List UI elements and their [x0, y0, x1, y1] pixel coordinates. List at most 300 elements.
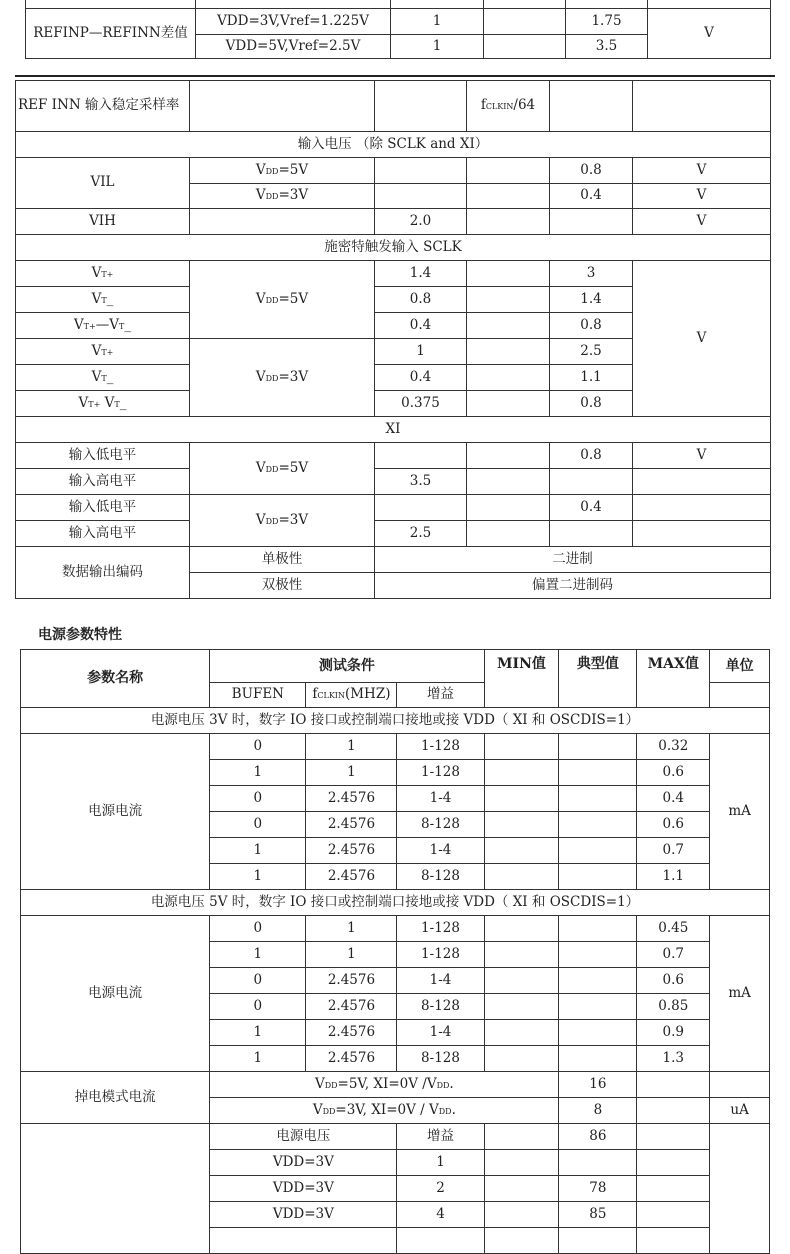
table-cell: 0 — [210, 734, 306, 760]
table-cell: 单位 — [710, 650, 770, 683]
table-cell: 2 — [397, 1176, 484, 1202]
table-cell: 1 — [210, 864, 306, 890]
cell-text: /64 — [513, 97, 536, 114]
table-cell: V — [633, 209, 771, 235]
table-cell — [467, 287, 550, 313]
table-cell — [710, 1072, 770, 1098]
table-cell: 输入电压 （除 SCLK and XI） — [16, 132, 771, 158]
table-cell: 1-4 — [397, 786, 484, 812]
ref-inn-name: REF INN 输入稳定采样率 — [16, 81, 190, 132]
table-cell — [559, 864, 637, 890]
table-cell: 电源电压 5V 时，数字 IO 接口或控制端口接地或接 VDD（ XI 和 OSCDIS=1） — [21, 890, 770, 916]
table-cell — [559, 916, 637, 942]
cell-text: DD — [436, 1080, 450, 1090]
table-cell: VIL — [16, 158, 190, 209]
cell-text: (MHZ) — [344, 686, 391, 703]
table-cell: 1 — [306, 760, 397, 786]
table-cell — [559, 1046, 637, 1072]
table-cell: 16 — [559, 1072, 637, 1098]
table-cell: VDD=3V — [210, 1176, 397, 1202]
section-row — [16, 235, 771, 261]
table-cell — [559, 1020, 637, 1046]
table-row — [16, 209, 771, 235]
cell-text: V — [100, 394, 115, 411]
cell-text: DD — [265, 464, 279, 474]
cell-text: V — [73, 316, 84, 333]
table-row — [26, 0, 771, 9]
table-cell — [306, 683, 397, 708]
table-cell — [484, 968, 559, 994]
table-cell — [484, 916, 559, 942]
cell-text: =3V — [278, 368, 309, 385]
table-cell: 0.8 — [375, 287, 467, 313]
table-cell: 偏置二进制码 — [375, 573, 771, 599]
table-cell: 0.4 — [637, 786, 710, 812]
cell-text: V — [91, 264, 102, 281]
cell-text: _ — [119, 394, 127, 411]
table-cell — [559, 1228, 637, 1254]
table-cell: 1 — [391, 35, 484, 59]
table-cell — [16, 365, 190, 391]
cell-text: T+ — [101, 347, 114, 357]
table-cell: 0 — [210, 812, 306, 838]
table-cell — [190, 495, 375, 547]
cell-text: =5V — [278, 290, 309, 307]
table-cell — [375, 443, 467, 469]
cell-text: T+ — [83, 321, 96, 331]
table-cell: 1-4 — [397, 1020, 484, 1046]
table-cell: VDD=3V — [210, 1150, 397, 1176]
section-row — [16, 417, 771, 443]
table-cell: 数据输出编码 — [16, 547, 190, 599]
table-row — [16, 443, 771, 469]
table-cell: 1.4 — [375, 261, 467, 287]
table-cell — [190, 81, 375, 132]
cell-text: =5V — [278, 459, 309, 476]
table-cell: VDD=3V,Vref=1.225V — [196, 9, 391, 35]
table-cell: 1 — [210, 1020, 306, 1046]
table-row — [16, 261, 771, 287]
section-row — [16, 132, 771, 158]
table-cell — [559, 786, 637, 812]
cell-text: DD — [265, 192, 279, 202]
table-cell — [637, 1124, 710, 1150]
cell-text: V — [255, 459, 266, 476]
table-cell: V — [633, 184, 771, 209]
table-cell — [21, 1124, 210, 1254]
table-cell — [467, 469, 550, 495]
cell-text: T+ — [101, 269, 114, 279]
table-row — [21, 1072, 770, 1098]
table-cell — [16, 287, 190, 313]
table-cell: 测试条件 — [210, 650, 484, 683]
table-cell: 85 — [559, 1202, 637, 1228]
cell-text: =5V — [278, 161, 309, 178]
cell-text: V — [91, 342, 102, 359]
table-row — [16, 158, 771, 184]
cell-text: V — [255, 368, 266, 385]
table-cell: mA — [710, 734, 770, 890]
cell-text: V — [255, 187, 266, 204]
table-cell — [484, 838, 559, 864]
table-cell — [484, 1202, 559, 1228]
table-cell: VDD=5V,Vref=2.5V — [196, 35, 391, 59]
table-cell: 2.5 — [375, 521, 467, 547]
section-row — [21, 890, 770, 916]
table-cell — [633, 469, 771, 495]
table-cell: 1-128 — [397, 942, 484, 968]
table-cell — [559, 812, 637, 838]
table-cell: 2.5 — [550, 339, 633, 365]
table-cell: 8-128 — [397, 994, 484, 1020]
cell-text: DD — [265, 373, 279, 383]
table-cell — [484, 35, 566, 59]
table-cell — [16, 339, 190, 365]
table-cell: 86 — [559, 1124, 637, 1150]
table-cell — [710, 683, 770, 708]
table-cell — [375, 81, 467, 132]
table-cell — [484, 1228, 559, 1254]
table-cell: 78 — [559, 1176, 637, 1202]
table-cell: 施密特触发输入 SCLK — [16, 235, 771, 261]
ref-inn-typ — [467, 81, 550, 132]
table-cell — [190, 184, 375, 209]
table-cell — [484, 812, 559, 838]
cell-text: f — [312, 686, 318, 703]
table-cell: 电源电流 — [21, 734, 210, 890]
table-cell: 0.8 — [550, 443, 633, 469]
table-cell: 0 — [210, 994, 306, 1020]
table-cell — [637, 1150, 710, 1176]
table-cell: 1 — [391, 9, 484, 35]
cell-text: T — [101, 373, 107, 383]
divider — [15, 75, 775, 77]
table-row — [16, 547, 771, 573]
table-cell: 0.9 — [637, 1020, 710, 1046]
cell-text: T — [114, 399, 120, 409]
cell-text: DD — [322, 1106, 336, 1116]
cell-text: V — [78, 394, 89, 411]
table-cell: 0.7 — [637, 942, 710, 968]
table-cell: 8-128 — [397, 812, 484, 838]
cell-text: _ — [124, 316, 132, 333]
table-cell: 输入低电平 — [16, 495, 190, 521]
cell-text: DD — [265, 295, 279, 305]
table-cell: 2.0 — [375, 209, 467, 235]
unit-cell: V — [648, 9, 771, 59]
table-cell: uA — [710, 1098, 770, 1124]
table-cell: 1.3 — [637, 1046, 710, 1072]
table-row — [16, 469, 771, 495]
table-cell: 2.4576 — [306, 864, 397, 890]
table-cell: 1-4 — [397, 968, 484, 994]
table-cell: 0 — [210, 968, 306, 994]
table-cell — [559, 734, 637, 760]
table-cell: 0.6 — [637, 760, 710, 786]
cell-text: =3V, XI=0V / V — [335, 1101, 439, 1118]
table-cell — [484, 760, 559, 786]
cell-text: . — [451, 1101, 456, 1118]
cell-text: T — [118, 321, 125, 331]
table-cell — [550, 521, 633, 547]
table-cell — [190, 261, 375, 339]
table-cell: 1 — [306, 734, 397, 760]
table-cell — [648, 0, 771, 9]
table-cell: 1 — [306, 942, 397, 968]
table-cell: 电源电压 3V 时，数字 IO 接口或控制端口接地或接 VDD（ XI 和 OSCDIS=1） — [21, 708, 770, 734]
table-cell — [467, 209, 550, 235]
table-cell — [196, 0, 391, 9]
table-cell — [375, 495, 467, 521]
table-cell: V — [633, 158, 771, 184]
table-cell — [566, 0, 648, 9]
table-cell: 2.4576 — [306, 994, 397, 1020]
table-cell — [633, 495, 771, 521]
header-row — [21, 650, 770, 683]
cell-text: _ — [106, 368, 114, 385]
table-cell: 单极性 — [190, 547, 375, 573]
table-cell: VDD=3V — [210, 1202, 397, 1228]
table-cell — [397, 1228, 484, 1254]
table-cell — [210, 1228, 397, 1254]
table-cell — [633, 521, 771, 547]
table-cell: 0.375 — [375, 391, 467, 417]
table-cell: 3 — [550, 261, 633, 287]
table-cell — [16, 313, 190, 339]
cell-text: V — [312, 1101, 323, 1118]
table-cell — [710, 1124, 770, 1254]
table-cell: 电源电压 — [210, 1124, 397, 1150]
table-cell: 0.6 — [637, 968, 710, 994]
table-cell: 2.4576 — [306, 812, 397, 838]
table-cell: VIH — [16, 209, 190, 235]
table-cell — [467, 339, 550, 365]
table-cell — [467, 521, 550, 547]
table-cell — [484, 1150, 559, 1176]
table-cell — [559, 942, 637, 968]
table-cell — [210, 1098, 559, 1124]
cell-text: =3V — [278, 187, 309, 204]
table-cell: mA — [710, 916, 770, 1072]
table-cell — [467, 443, 550, 469]
table-cell: 2.4576 — [306, 968, 397, 994]
table-cell: 参数名称 — [21, 650, 210, 708]
cell-text: CLKIN — [485, 102, 514, 112]
table-cell: V — [633, 261, 771, 417]
table-cell: 2.4576 — [306, 1020, 397, 1046]
table-cell: BUFEN — [210, 683, 306, 708]
cell-text: —V — [95, 316, 119, 333]
table-cell — [190, 443, 375, 495]
cell-text: V — [255, 290, 266, 307]
cell-text: V — [91, 368, 102, 385]
table-cell: 3.5 — [566, 35, 648, 59]
table-cell — [467, 261, 550, 287]
table-cell: 1 — [306, 916, 397, 942]
table-cell: 0.32 — [637, 734, 710, 760]
table-cell — [375, 184, 467, 209]
table-cell: 1 — [210, 1046, 306, 1072]
table-cell: 1-128 — [397, 916, 484, 942]
power-table — [20, 649, 770, 1254]
table-cell: 4 — [397, 1202, 484, 1228]
table-cell — [559, 760, 637, 786]
cell-text: =3V — [278, 511, 309, 528]
section-title: 电源参数特性 — [38, 627, 122, 643]
table-cell: 1.1 — [550, 365, 633, 391]
cell-text: V — [255, 511, 266, 528]
table-cell: 1 — [210, 760, 306, 786]
table-cell: 0.45 — [637, 916, 710, 942]
table-cell — [484, 1020, 559, 1046]
table-cell: 1.4 — [550, 287, 633, 313]
section-row — [21, 708, 770, 734]
table-cell — [550, 81, 633, 132]
table-cell — [190, 339, 375, 417]
table-cell: 0.6 — [637, 812, 710, 838]
table-cell: 1.75 — [566, 9, 648, 35]
table-cell: 0.85 — [637, 994, 710, 1020]
table-cell: 8-128 — [397, 864, 484, 890]
table-cell — [637, 1228, 710, 1254]
table-cell: 2.4576 — [306, 786, 397, 812]
top-table — [25, 0, 771, 59]
table-row — [26, 9, 771, 35]
table-cell: 输入高电平 — [16, 469, 190, 495]
table-cell — [633, 81, 771, 132]
cell-text: T+ — [88, 399, 101, 409]
table-cell: 1-128 — [397, 760, 484, 786]
table-cell: 增益 — [397, 1124, 484, 1150]
table-cell — [16, 391, 190, 417]
param-cell: REFINP—REFINN差值 — [26, 9, 196, 59]
table-cell: 0.4 — [375, 365, 467, 391]
table-cell: 典型值 — [559, 650, 637, 708]
table-cell: 0.8 — [550, 158, 633, 184]
table-cell — [637, 1202, 710, 1228]
table-cell: XI — [16, 417, 771, 443]
table-cell — [559, 838, 637, 864]
table-cell — [26, 0, 196, 9]
table-cell: 输入高电平 — [16, 521, 190, 547]
table-cell: 二进制 — [375, 547, 771, 573]
table-cell: 0.4 — [375, 313, 467, 339]
table-cell: 1 — [210, 942, 306, 968]
table-cell — [637, 1072, 710, 1098]
table-cell: 掉电模式电流 — [21, 1072, 210, 1124]
table-cell — [637, 1176, 710, 1202]
cut-header — [484, 0, 566, 9]
table-cell — [391, 0, 484, 9]
cell-text: DD — [324, 1080, 338, 1090]
table-cell — [190, 158, 375, 184]
cell-text: V — [255, 161, 266, 178]
table-cell: 双极性 — [190, 573, 375, 599]
table-cell: V — [633, 443, 771, 469]
cell-text: CLKIN — [317, 691, 345, 701]
table-cell: 电源电流 — [21, 916, 210, 1072]
table-cell — [550, 209, 633, 235]
cell-text: V — [314, 1075, 325, 1092]
cell-text: DD — [265, 166, 279, 176]
cell-text: f — [480, 97, 486, 114]
table-cell — [467, 391, 550, 417]
table-cell: 1-128 — [397, 734, 484, 760]
cell-text: T — [101, 295, 107, 305]
cell-text: V — [91, 290, 102, 307]
table-cell — [484, 1176, 559, 1202]
cell-text: DD — [265, 516, 279, 526]
table-cell — [559, 968, 637, 994]
characteristics-table — [15, 80, 771, 599]
cell-text: _ — [106, 290, 114, 307]
table-cell: 增益 — [397, 683, 484, 708]
table-cell: 0.8 — [550, 313, 633, 339]
table-cell: 1.1 — [637, 864, 710, 890]
table-cell: 2.4576 — [306, 1046, 397, 1072]
table-cell: MIN值 — [484, 650, 559, 708]
table-cell — [484, 9, 566, 35]
table-cell — [190, 209, 375, 235]
table-row — [21, 734, 770, 760]
table-cell: 0.8 — [550, 391, 633, 417]
table-cell: 0.4 — [550, 495, 633, 521]
table-row — [16, 521, 771, 547]
table-cell — [467, 365, 550, 391]
table-cell: 1-4 — [397, 838, 484, 864]
table-cell — [550, 469, 633, 495]
table-cell — [484, 864, 559, 890]
table-cell: 8 — [559, 1098, 637, 1124]
table-cell — [484, 1124, 559, 1150]
table-cell — [484, 786, 559, 812]
table-row — [21, 916, 770, 942]
table-cell: 0.7 — [637, 838, 710, 864]
table-row — [16, 81, 771, 132]
table-cell — [559, 994, 637, 1020]
table-cell — [484, 1046, 559, 1072]
table-row — [16, 495, 771, 521]
table-cell: 0 — [210, 786, 306, 812]
table-cell — [484, 994, 559, 1020]
table-cell: 0.4 — [550, 184, 633, 209]
table-cell — [467, 184, 550, 209]
table-cell — [467, 158, 550, 184]
table-cell: 1 — [375, 339, 467, 365]
table-row — [21, 1124, 770, 1150]
table-cell — [210, 1072, 559, 1098]
table-cell — [484, 942, 559, 968]
cell-text: . — [449, 1075, 454, 1092]
table-cell — [16, 261, 190, 287]
table-cell: 0 — [210, 916, 306, 942]
table-cell: 1 — [397, 1150, 484, 1176]
table-cell — [467, 313, 550, 339]
table-cell — [637, 1098, 710, 1124]
table-cell: 8-128 — [397, 1046, 484, 1072]
cell-text: DD — [438, 1106, 452, 1116]
table-cell — [375, 158, 467, 184]
table-cell — [467, 495, 550, 521]
table-cell: 2.4576 — [306, 838, 397, 864]
table-cell: 3.5 — [375, 469, 467, 495]
table-cell: MAX值 — [637, 650, 710, 708]
table-cell — [559, 1150, 637, 1176]
table-cell: 输入低电平 — [16, 443, 190, 469]
table-cell: 1 — [210, 838, 306, 864]
table-cell — [484, 734, 559, 760]
cell-text: =5V, XI=0V /V — [337, 1075, 437, 1092]
